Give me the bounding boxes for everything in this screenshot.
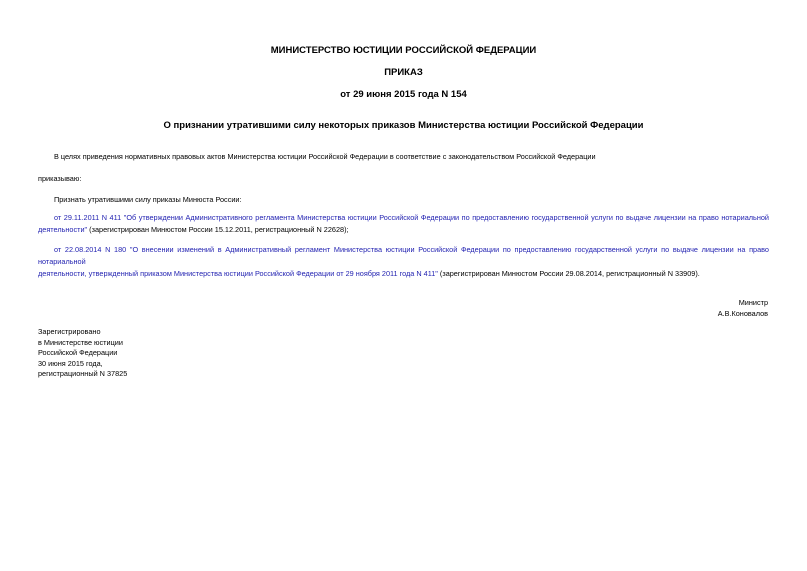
order-item-1 [38, 212, 769, 236]
order-item-1-link[interactable]: от 29.11.2011 N 411 "Об утверждении Административного регламента Министерства юстиции Российской Федерации по предоставлению государственной услуги по выдаче лицензии на право нотариальной [54, 213, 769, 222]
order-item-2-registration: (зарегистрирован Минюстом России 29.08.2014, регистрационный N 33909). [437, 269, 700, 278]
registration-line: Зарегистрировано [38, 327, 101, 336]
registration-line: Российской Федерации [38, 348, 118, 357]
preamble-text: В целях приведения нормативных правовых актов Министерства юстиции Российской Федерации в соответствие с законодательством Российской Федерации [54, 152, 596, 161]
signer-name: А.В.Коновалов [717, 309, 768, 318]
registration-line: 30 июня 2015 года, [38, 358, 103, 368]
document-title: О признании утратившими силу некоторых приказов Министерства юстиции Российской Федерации [163, 120, 644, 131]
date-number-heading: от 29 июня 2015 года N 154 [340, 89, 467, 100]
registration-line: регистрационный N 37825 [38, 369, 128, 378]
order-item-2-link-cont[interactable]: деятельности, утвержденный приказом Министерства юстиции Российской Федерации от 29 ноября 2011 года N 411" [38, 269, 438, 278]
order-item-2 [38, 244, 769, 280]
order-item-1-registration: (зарегистрирован Минюстом России 15.12.2011, регистрационный N 22628); [87, 225, 349, 234]
ministry-heading: МИНИСТЕРСТВО ЮСТИЦИИ РОССИЙСКОЙ ФЕДЕРАЦИИ [270, 45, 537, 56]
order-item-2-link[interactable]: от 22.08.2014 N 180 "О внесении изменений в Административный регламент Министерства юстиции Российской Федерации по предоставлению государственной услуги по выдаче лицензии на право нотариальной [38, 245, 769, 266]
registration-line: в Министерстве юстиции [38, 337, 123, 347]
point-intro: Признать утратившими силу приказы Минюста России: [54, 195, 242, 204]
document-type-heading: ПРИКАЗ [384, 67, 423, 78]
signature-block [718, 297, 768, 319]
signer-position: Министр [738, 298, 768, 307]
order-word: приказываю: [38, 174, 82, 183]
order-item-1-link-cont[interactable]: деятельности" [38, 225, 88, 234]
registration-block [38, 327, 127, 380]
